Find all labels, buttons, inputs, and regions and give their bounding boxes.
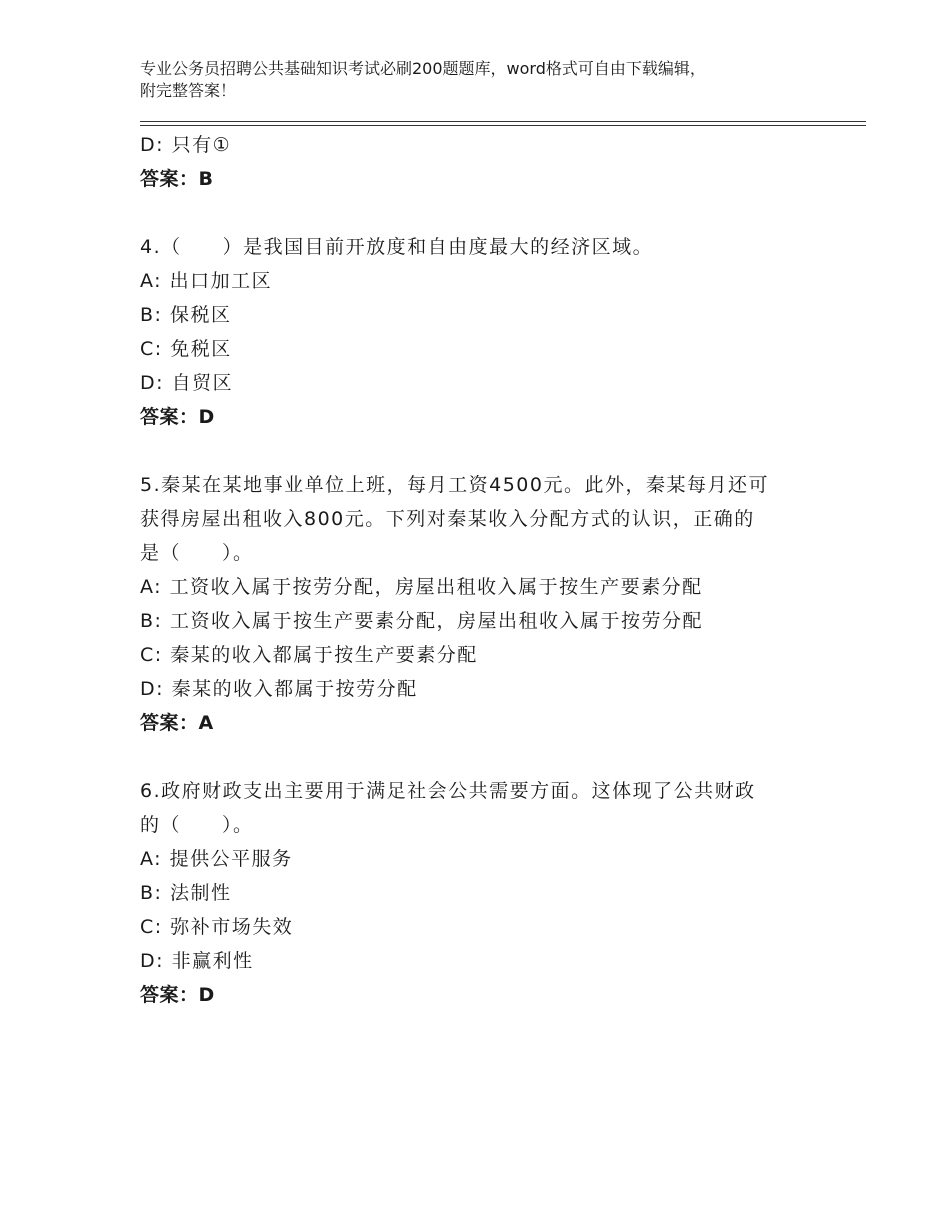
option-a: A: 出口加工区	[140, 270, 273, 292]
question-stem: 4.（ ）是我国目前开放度和自由度最大的经济区域。	[140, 236, 654, 258]
header-divider-top	[140, 121, 866, 122]
answer-label: 答案：B	[140, 168, 214, 190]
answer-label: 答案：A	[140, 712, 214, 734]
question-stem-line: 5.秦某在某地事业单位上班，每月工资4500元。此外，秦某每月还可	[140, 474, 769, 496]
question-stem-line: 6.政府财政支出主要用于满足社会公共需要方面。这体现了公共财政	[140, 780, 756, 802]
answer-label: 答案：D	[140, 984, 215, 1006]
option-a: A: 提供公平服务	[140, 848, 293, 870]
option-b: B: 工资收入属于按生产要素分配，房屋出租收入属于按劳分配	[140, 610, 703, 632]
header-line-1: 专业公务员招聘公共基础知识考试必刷200题题库，word格式可自由下载编辑，	[140, 59, 706, 78]
question-5	[140, 468, 840, 740]
option-d: D: 秦某的收入都属于按劳分配	[140, 678, 418, 700]
page-header	[140, 58, 840, 102]
question-list	[140, 128, 840, 1012]
question-stem-line: 是（ ）。	[140, 542, 254, 564]
option-b: B: 保税区	[140, 304, 232, 326]
option-d: D: 非赢利性	[140, 950, 254, 972]
header-divider-bottom	[140, 125, 866, 126]
option-c: C: 秦某的收入都属于按生产要素分配	[140, 644, 478, 666]
answer-label: 答案：D	[140, 406, 215, 428]
option-d: D: 只有①	[140, 134, 232, 156]
option-b: B: 法制性	[140, 882, 232, 904]
option-d: D: 自贸区	[140, 372, 234, 394]
question-6	[140, 774, 840, 1012]
option-a: A: 工资收入属于按劳分配，房屋出租收入属于按生产要素分配	[140, 576, 703, 598]
question-stem-line: 获得房屋出租收入800元。下列对秦某收入分配方式的认识，正确的	[140, 508, 755, 530]
previous-question-tail	[140, 128, 840, 196]
header-line-2: 附完整答案！	[140, 81, 237, 100]
question-stem-line: 的（ ）。	[140, 814, 254, 836]
option-c: C: 免税区	[140, 338, 232, 360]
question-4	[140, 230, 840, 434]
option-c: C: 弥补市场失效	[140, 916, 294, 938]
